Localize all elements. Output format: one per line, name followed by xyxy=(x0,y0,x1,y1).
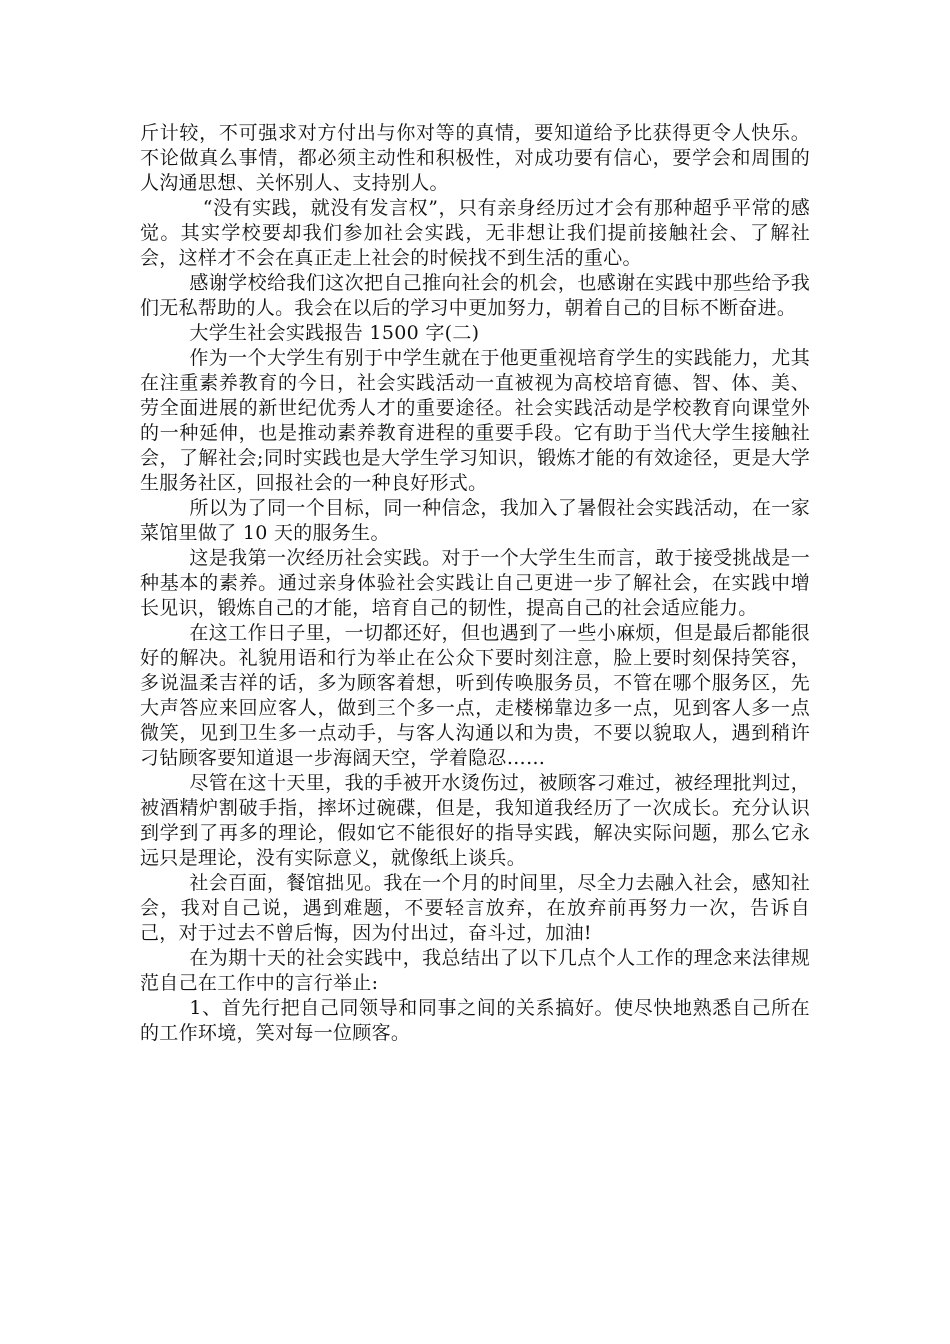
paragraph-quote: “没有实践，就没有发言权”，只有亲身经历过才会有那种超乎平常的感觉。其实学校要却我们参加社会实践，无非想让我们提前接触社会、了解社会，这样才不会在真正走上社会的时候找不到生活的重心。 xyxy=(140,197,810,269)
paragraph-summary: 在为期十天的社会实践中，我总结出了以下几点个人工作的理念来法律规范自己在工作中的言行举止: xyxy=(140,947,810,994)
paragraph-first-experience: 这是我第一次经历社会实践。对于一个大学生生而言，敢于接受挑战是一种基本的素养。通过亲身体验社会实践让自己更进一步了解社会，在实践中增长见识，锻炼自己的才能，培育自己的韧性，提高自己的社会适应能力。 xyxy=(140,547,810,619)
paragraph-society: 社会百面，餐馆拙见。我在一个月的时间里，尽全力去融入社会，感知社会，我对自己说，遇到难题，不要轻言放弃，在放弃前再努力一次，告诉自己，对于过去不曾后悔，因为付出过，奋斗过，加油! xyxy=(140,872,810,944)
paragraph-thanks: 感谢学校给我们这次把自己推向社会的机会，也感谢在实践中那些给予我们无私帮助的人。我会在以后的学习中更加努力，朝着自己的目标不断奋进。 xyxy=(140,272,810,319)
document-body xyxy=(140,121,810,1046)
paragraph-goal: 所以为了同一个目标，同一种信念，我加入了暑假社会实践活动，在一家菜馆里做了 10 天的服务生。 xyxy=(140,497,810,544)
paragraph-growth: 尽管在这十天里，我的手被开水烫伤过，被顾客刁难过，被经理批判过，被酒精炉割破手指，摔坏过碗碟，但是，我知道我经历了一次成长。充分认识到学到了再多的理论，假如它不能很好的指导实践，解决实际问题，那么它永远只是理论，没有实际意义，就像纸上谈兵。 xyxy=(140,772,810,869)
list-item-1: 1、首先行把自己同领导和同事之间的关系搞好。使尽快地熟悉自己所在的工作环境，笑对每一位顾客。 xyxy=(140,997,810,1044)
paragraph-continued: 斤计较，不可强求对方付出与你对等的真情，要知道给予比获得更令人快乐。不论做真么事情，都必须主动性和积极性，对成功要有信心，要学会和周围的人沟通思想、关怀别人、支持别人。 xyxy=(140,122,810,194)
paragraph-work-days: 在这工作日子里，一切都还好，但也遇到了一些小麻烦，但是最后都能很好的解决。礼貌用语和行为举止在公众下要时刻注意，脸上要时刻保持笑容，多说温柔吉祥的话，多为顾客着想，听到传唤服务员，不管在哪个服务区，先大声答应来回应客人，做到三个多一点，走楼梯靠边多一点，见到客人多一点微笑，见到卫生多一点动手，与客人沟通以和为贵，不要以貌取人，遇到稍许刁钻顾客要知道退一步海阔天空，学着隐忍…… xyxy=(140,622,810,769)
paragraph-intro: 作为一个大学生有别于中学生就在于他更重视培育学生的实践能力，尤其在注重素养教育的今日，社会实践活动一直被视为高校培育德、智、体、美、劳全面进展的新世纪优秀人才的重要途径。社会实践活动是学校教育向课堂外的一种延伸，也是推动素养教育进程的重要手段。它有助于当代大学生接触社会，了解社会;同时实践也是大学生学习知识，锻炼才能的有效途径，更是大学生服务社区，回报社会的一种良好形式。 xyxy=(140,347,810,494)
section-heading: 大学生社会实践报告 1500 字(二) xyxy=(189,322,480,344)
